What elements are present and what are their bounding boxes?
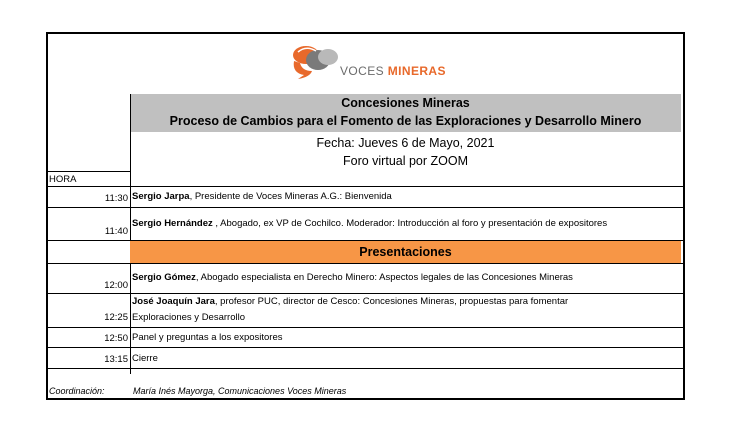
row-time: 12:50: [104, 333, 128, 344]
speaker-role: , Presidente de Voces Mineras A.G.: Bienvenida: [189, 191, 392, 202]
row-time: 12:25: [104, 312, 128, 323]
event-subtitle: Proceso de Cambios para el Fomento de las Exploraciones y Desarrollo Minero: [169, 114, 642, 128]
event-title: Concesiones Mineras: [341, 96, 470, 110]
row-rule: [47, 327, 683, 328]
event-venue: Foro virtual por ZOOM: [342, 154, 469, 168]
row-description-cont: Exploraciones y Desarrollo: [132, 312, 245, 323]
coordination-label: Coordinación:: [49, 386, 105, 396]
speaker-name: Sergio Hernández: [132, 218, 213, 229]
column-divider: [130, 94, 131, 374]
speaker-role: , Abogado, ex VP de Cochilco. Moderador: Introducción al foro y presentación de expositores: [212, 218, 608, 229]
row-rule: [47, 186, 683, 187]
row-time: 11:40: [104, 226, 128, 237]
row-description: Cierre: [132, 353, 158, 364]
row-description: [132, 190, 680, 204]
section-presentaciones: [130, 241, 681, 263]
hora-header: HORA: [49, 174, 77, 185]
row-rule: [47, 293, 683, 294]
row-description: [132, 271, 680, 285]
section-label: Presentaciones: [359, 245, 452, 259]
speaker-name: Sergio Jarpa: [132, 191, 190, 202]
speaker-role: , Abogado especialista en Derecho Minero: Aspectos legales de las Concesiones Mineras: [195, 272, 573, 283]
speaker-name: Sergio Gómez: [132, 272, 196, 283]
row-time: 11:30: [104, 193, 128, 204]
row-description: [132, 295, 680, 309]
speaker-role: , profesor PUC, director de Cesco: Concesiones Mineras, propuestas para fomentar: [214, 296, 569, 307]
event-date: Fecha: Jueves 6 de Mayo, 2021: [316, 136, 495, 150]
voces-mineras-logo: [288, 41, 448, 81]
coordination-value: María Inés Mayorga, Comunicaciones Voces Mineras: [133, 386, 347, 396]
row-rule: [47, 207, 683, 208]
speaker-name: José Joaquín Jara: [132, 296, 215, 307]
logo-wordmark: [340, 64, 446, 78]
row-rule: [47, 171, 131, 172]
logo-mark-icon: [288, 41, 348, 81]
row-rule: [47, 263, 683, 264]
logo-word-voces: VOCES: [340, 64, 385, 78]
row-description: [132, 217, 680, 231]
title-band: [130, 94, 681, 132]
row-time: 12:00: [104, 280, 128, 291]
row-description: Panel y preguntas a los expositores: [132, 332, 283, 343]
row-time: 13:15: [104, 354, 128, 365]
row-rule: [47, 347, 683, 348]
logo-word-mineras: MINERAS: [387, 64, 446, 78]
row-rule: [47, 368, 683, 369]
